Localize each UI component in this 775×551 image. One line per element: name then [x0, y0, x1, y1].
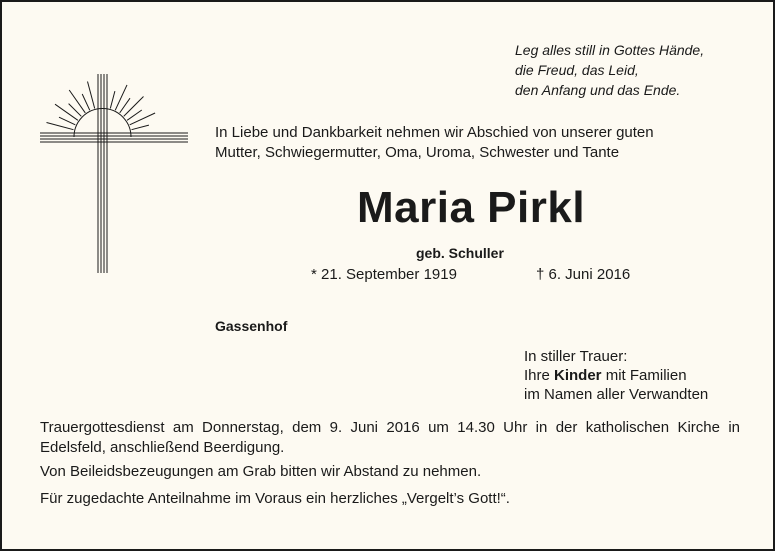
thanks-note: Für zugedachte Anteilnahme im Voraus ein herzliches „Vergelt’s Gott!“. — [40, 490, 510, 507]
cross-ray — [88, 82, 95, 109]
verse — [515, 40, 704, 100]
cross-ray — [130, 113, 155, 125]
mourners-prefix: Ihre — [524, 367, 555, 384]
cross-ray — [120, 98, 130, 113]
radiant-cross-icon — [38, 74, 190, 276]
verse-line-2: die Freud, das Leid, — [515, 62, 639, 78]
service-info: Trauergottesdienst am Donnerstag, dem 9. Juni 2016 um 14.30 Uhr in der katholischen Kirche in Edelsfeld, anschließend Beerdigung. — [40, 419, 740, 456]
cross-ray — [132, 125, 149, 130]
verse-line-3: den Anfang und das Ende. — [515, 82, 681, 98]
verse-line-1: Leg alles still in Gottes Hände, — [515, 42, 705, 58]
deceased-name: Maria Pirkl — [357, 183, 586, 232]
cross-ray — [127, 110, 142, 120]
mourners-suffix: mit Familien — [601, 367, 687, 384]
cross-ray — [124, 97, 144, 117]
mourners-line-3: im Namen aller Verwandten — [524, 386, 709, 403]
residence-place: Gassenhof — [215, 318, 288, 334]
mourners-line-2 — [524, 366, 708, 385]
mourners-line-1: In stiller Trauer: — [524, 348, 628, 365]
mourners-children: Kinder — [554, 367, 602, 384]
cross-ray — [59, 117, 75, 125]
cross-ray — [115, 85, 127, 110]
death-date: † 6. Juni 2016 — [536, 266, 631, 283]
cross-ray — [69, 104, 82, 117]
cross-ray — [110, 91, 115, 108]
mourners-block — [524, 347, 708, 404]
intro-line-2: Mutter, Schwiegermutter, Oma, Uroma, Schwester und Tante — [215, 144, 620, 161]
birth-date: * 21. September 1919 — [311, 266, 457, 283]
cross-ray — [47, 123, 74, 130]
condolences-note: Von Beileidsbezeugungen am Grab bitten wir Abstand zu nehmen. — [40, 463, 482, 480]
intro-line-1: In Liebe und Dankbarkeit nehmen wir Abschied von unserer guten — [215, 124, 654, 141]
maiden-name: geb. Schuller — [416, 245, 504, 261]
intro-text — [215, 123, 654, 163]
cross-ray — [82, 94, 90, 110]
cross-ray — [55, 104, 78, 120]
cross-ray — [69, 90, 85, 113]
